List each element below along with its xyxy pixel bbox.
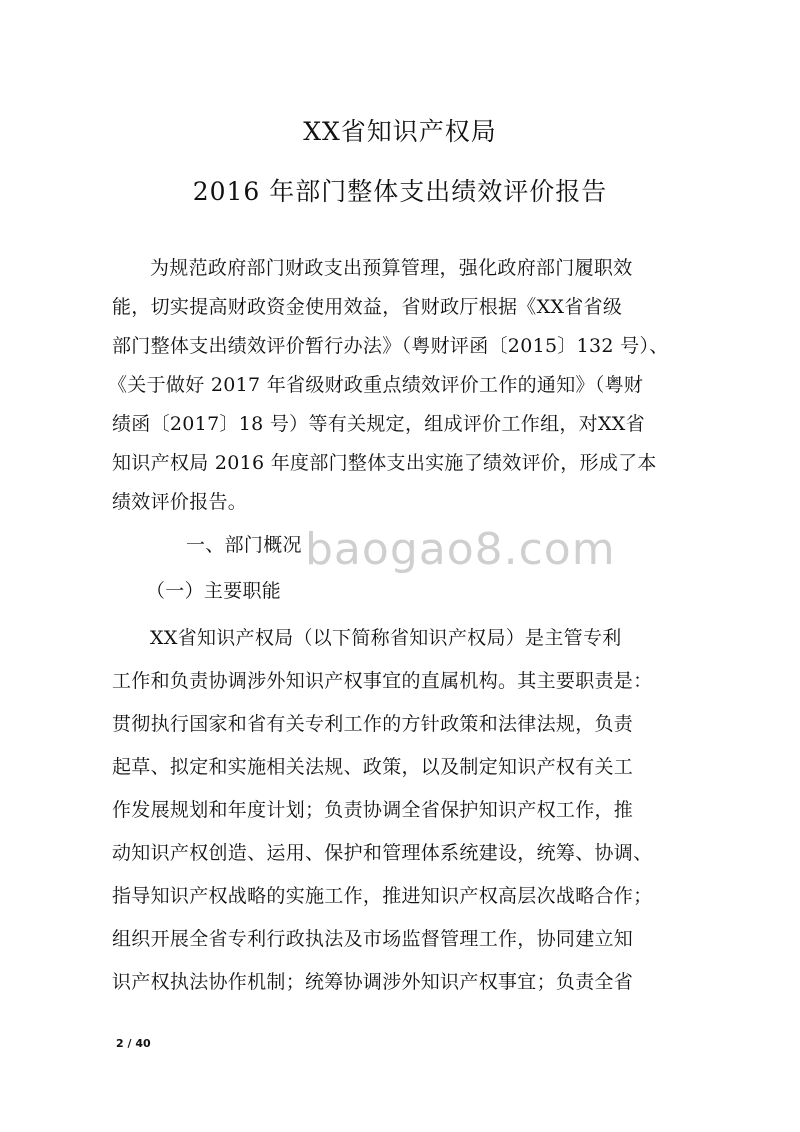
body-line: 绩效评价报告。: [112, 491, 248, 513]
body-line: XX省知识产权局（以下简称省知识产权局）是主管专利: [150, 627, 622, 649]
body-line: 绩函〔2017〕18 号）等有关规定，组成评价工作组，对XX省: [112, 413, 645, 435]
page-number: 2 / 40: [116, 1037, 151, 1050]
document-title: XX省知识产权局: [303, 117, 497, 146]
body-line: 为规范政府部门财政支出预算管理，强化政府部门履职效: [150, 257, 633, 279]
body-line: 《关于做好 2017 年省级财政重点绩效评价工作的通知》（粤财: [108, 374, 644, 396]
body-line: 作发展规划和年度计划；负责协调全省保护知识产权工作，推: [112, 799, 634, 821]
body-line: 能，切实提高财政资金使用效益，省财政厅根据《XX省省级: [112, 296, 623, 318]
body-line: 指导知识产权战略的实施工作，推进知识产权高层次战略合作；: [112, 885, 653, 907]
body-line: 贯彻执行国家和省有关专利工作的方针政策和法律法规，负责: [112, 713, 634, 735]
subsection-heading: （一）主要职能: [146, 580, 282, 602]
body-line: 知识产权局 2016 年度部门整体支出实施了绩效评价，形成了本: [112, 452, 657, 474]
body-line: 组织开展全省专利行政执法及市场监督管理工作，协同建立知: [112, 928, 634, 950]
watermark: baogao8.com: [305, 524, 616, 575]
document-subtitle: 2016 年部门整体支出绩效评价报告: [192, 177, 608, 206]
body-line: 动知识产权创造、运用、保护和管理体系统建设，统筹、协调、: [112, 842, 653, 864]
body-line: 部门整体支出绩效评价暂行办法》（粤财评函〔2015〕132 号）、: [112, 335, 669, 357]
body-line: 起草、拟定和实施相关法规、政策，以及制定知识产权有关工: [112, 756, 634, 778]
section-heading: 一、部门概况: [186, 534, 302, 556]
body-line: 工作和负责协调涉外知识产权事宜的直属机构。其主要职责是：: [112, 670, 653, 692]
body-line: 识产权执法协作机制；统筹协调涉外知识产权事宜；负责全省: [112, 971, 634, 993]
